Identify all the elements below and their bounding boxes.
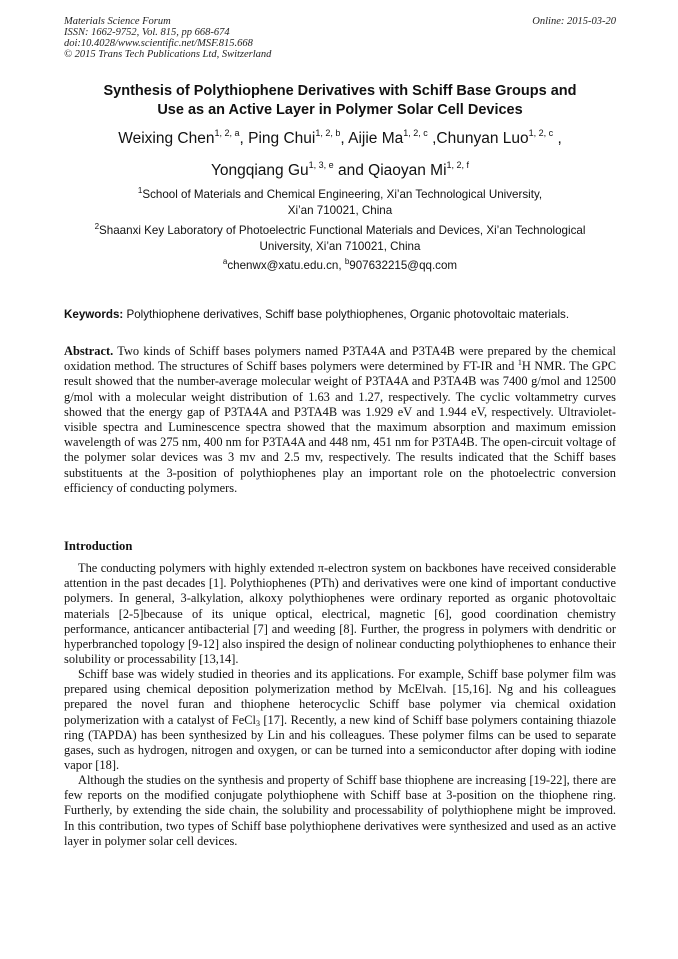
title-line-2: Use as an Active Layer in Polymer Solar Cell Devices bbox=[157, 101, 523, 118]
author-sep: , bbox=[553, 130, 562, 147]
author-name: Yongqiang Gu bbox=[210, 162, 309, 179]
keywords bbox=[64, 307, 624, 323]
author-name: Chunyan Luo bbox=[436, 130, 529, 147]
paragraph-text: [17]. Recently, a new kind of Schiff base polymers containing thiazole ring (TAPDA) has been synthesized by Lin and his colleagues. These polymer films can be used to separate gases, such as hydrogen, nitrogen and oxygen, or can be turned into a semiconductor after doping with iodine vapor [18]. bbox=[64, 712, 616, 773]
email-address: 907632215@qq.com bbox=[349, 259, 458, 272]
affiliation-line: University, Xi’an 710021, China bbox=[259, 240, 421, 253]
author-sep: and bbox=[333, 162, 369, 179]
author-sep: , bbox=[427, 130, 437, 147]
paper-title bbox=[64, 82, 616, 119]
affiliation-line: Shaanxi Key Laboratory of Photoelectric Functional Materials and Devices, Xi’an Technological bbox=[99, 224, 586, 237]
author-line-2 bbox=[64, 162, 616, 180]
paragraph-text: Schiff base was widely studied in theories and its applications. For example, Schiff base polymer film was prepared using chemical deposition polymerization method by McElvah. [15,16]. Ng and his colleagues prepared the novel furan and thiophene heterocyclic Schiff base polymer via chemical oxidation polymerization with a catalyst of FeCl bbox=[64, 667, 616, 727]
affiliation-line: Xi’an 710021, China bbox=[287, 204, 393, 217]
email-line bbox=[64, 258, 616, 274]
author-name: Aijie Ma bbox=[348, 130, 404, 147]
abstract bbox=[64, 344, 616, 496]
author-affil-sup: 1, 2, c bbox=[403, 128, 428, 138]
email-sup: b bbox=[344, 257, 350, 266]
nmr-superscript: 1 bbox=[517, 358, 522, 368]
abstract-label: Abstract. bbox=[64, 344, 114, 358]
author-affil-sup: 1, 2, b bbox=[315, 128, 341, 138]
intro-paragraph-1: The conducting polymers with highly extended π-electron system on backbones have received considerable attention in the past decades [1]. Polythiophenes (PTh) and derivatives were one kind of important conductive polymers. In general, 3-alkylation, alkoxy polythiophenes were ordinary reported as organic photovoltaic materials [2-5]because of its unique optical, electrical, magnetic [6], good coordination chemistry performance, anticancer antibacterial [7] and weeding [8]. Further, the progress in polymers with dendritic or hyperbranched topology [9-12] also inspired the design of nolinear conducting polythiophenes to enhance their solubility or processability [13,14]. bbox=[64, 561, 616, 667]
affiliation-line: School of Materials and Chemical Engineering, Xi’an Technological University, bbox=[142, 188, 543, 201]
doi-line: doi:10.4028/www.scientific.net/MSF.815.668 bbox=[64, 38, 253, 49]
copyright-line: © 2015 Trans Tech Publications Ltd, Switzerland bbox=[64, 49, 272, 60]
section-heading-introduction: Introduction bbox=[64, 539, 133, 553]
journal-header bbox=[64, 16, 616, 60]
abstract-text: H NMR. The GPC result showed that the number-average molecular weight of P3TA4A and P3TA4B was 7400 g/mol and 12500 g/mol with a molecular weight distribution of 1.63 and 1.27, respectively. The cyclic voltammetry curves showed that the energy gap of P3TA4A and P3TA4B was 1.929 eV and 1.944 eV, respectively. Ultraviolet-visible spectra and Luminescence spectra showed that the maximum absorption and maximum emission wavelength of was 275 nm, 400 nm for P3TA4A and 448 nm, 451 nm for P3TA4B. The open-circuit voltage of the polymer solar devices was 3 mv and 2.5 mv, respectively. The results indicated that the Schiff bases substituents at the 3-position of polythiophenes play an important role on the photoelectric conversion efficiency of conducting polymers. bbox=[64, 359, 616, 495]
subscript: 3 bbox=[255, 718, 260, 728]
author-line-1 bbox=[64, 130, 616, 148]
author-name: Weixing Chen bbox=[118, 130, 215, 147]
affiliation-1 bbox=[64, 187, 616, 219]
abstract-text: Two kinds of Schiff bases polymers named P3TA4A and P3TA4B were prepared by the chemical oxidation method. The structures of Schiff bases polymers were determined by FT-IR and bbox=[64, 344, 616, 374]
author-affil-sup: 1, 2, a bbox=[214, 128, 240, 138]
keywords-label: Keywords: bbox=[64, 308, 124, 321]
author-sep: , bbox=[340, 130, 349, 147]
title-line-1: Synthesis of Polythiophene Derivatives with Schiff Base Groups and bbox=[103, 83, 577, 99]
author-name: Qiaoyan Mi bbox=[368, 162, 447, 179]
author-affil-sup: 1, 2, f bbox=[446, 160, 470, 170]
email-address: chenwx@xatu.edu.cn, bbox=[227, 259, 345, 272]
affiliation-sup: 1 bbox=[137, 186, 143, 195]
affiliation-sup: 2 bbox=[94, 222, 100, 231]
affiliation-2 bbox=[64, 223, 616, 255]
intro-paragraph-3: Although the studies on the synthesis and property of Schiff base thiophene are increasing [19-22], there are few reports on the modified conjugate polythiophene with Schiff base at 3-position on the thiophene ring. Furtherly, by extending the side chain, the solubility and processability of polythiophene might be improved. In this contribution, two types of Schiff base polythiophene derivatives were synthesized and used as an active layer in polymer solar cell devices. bbox=[64, 773, 616, 848]
author-name: Ping Chui bbox=[248, 130, 316, 147]
email-sup: a bbox=[222, 257, 228, 266]
keywords-text: Polythiophene derivatives, Schiff base polythiophenes, Organic photovoltaic materials. bbox=[123, 308, 570, 321]
author-affil-sup: 1, 2, c bbox=[528, 128, 554, 138]
author-sep: , bbox=[239, 130, 249, 147]
intro-paragraph-2 bbox=[64, 667, 616, 773]
online-date: Online: 2015-03-20 bbox=[532, 16, 616, 27]
issn-line: ISSN: 1662-9752, Vol. 815, pp 668-674 bbox=[64, 27, 230, 38]
author-affil-sup: 1, 3, e bbox=[308, 160, 334, 170]
journal-name: Materials Science Forum bbox=[64, 16, 171, 27]
